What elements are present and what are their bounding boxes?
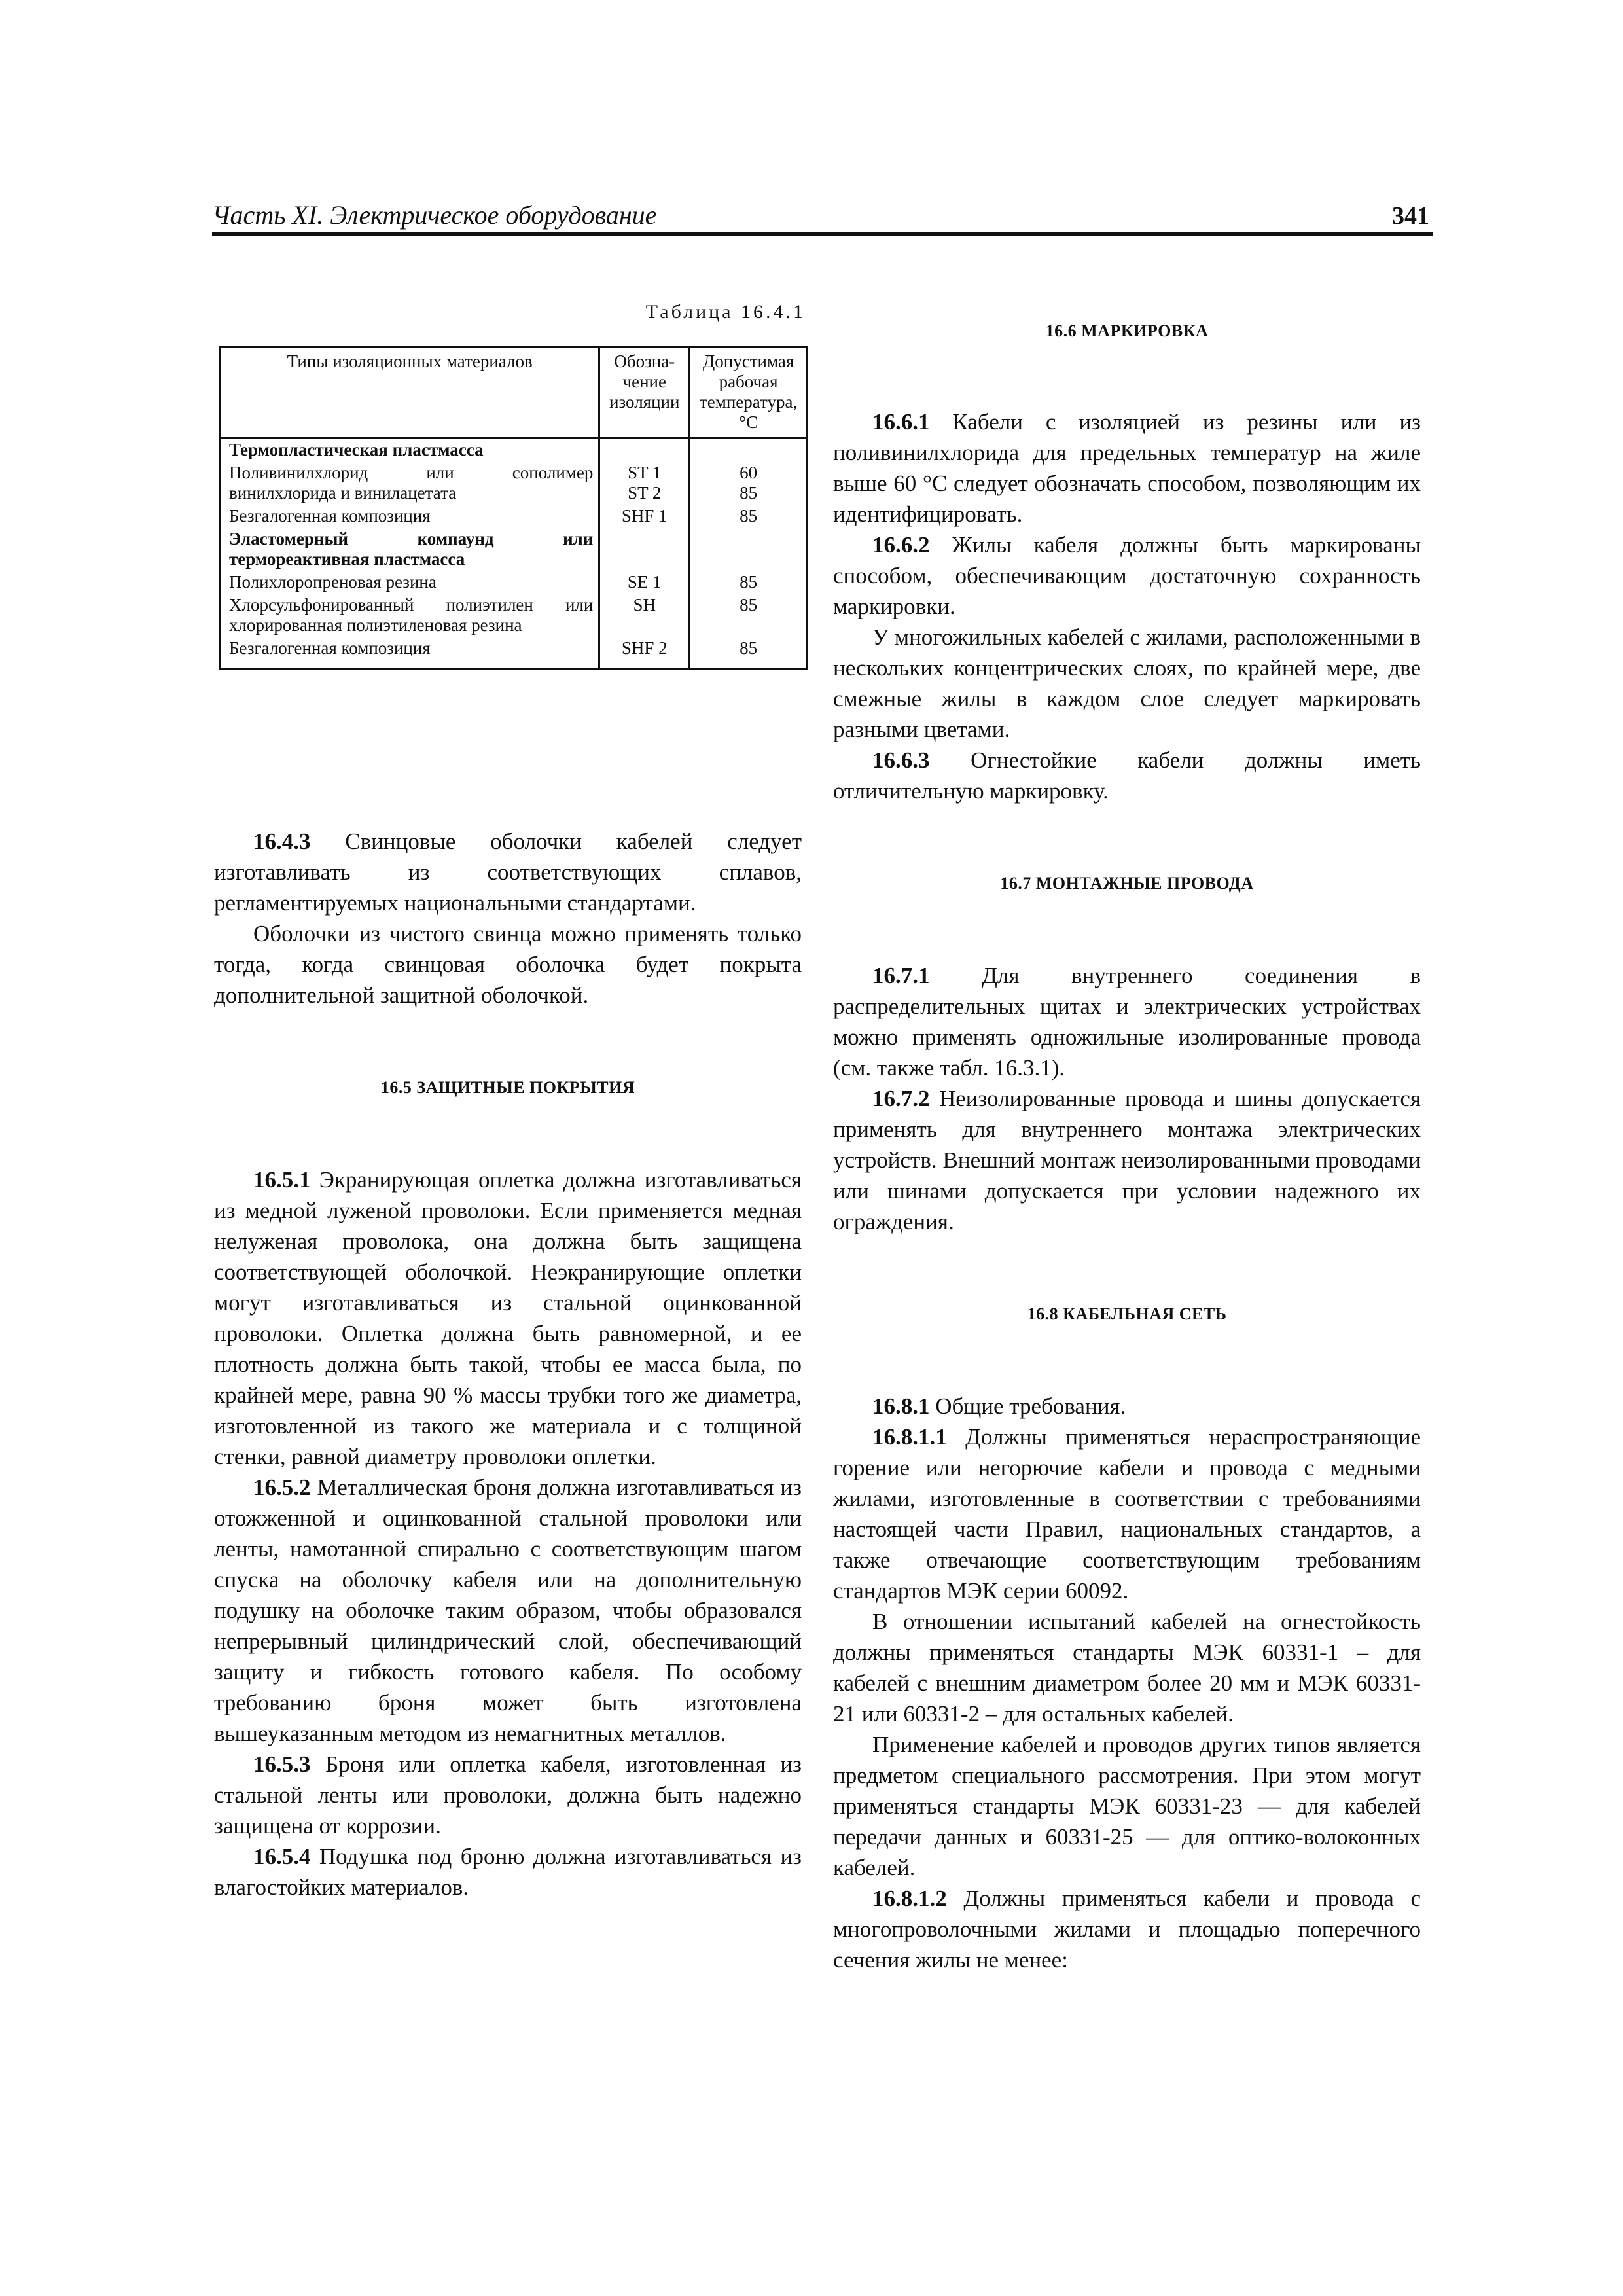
code-cell: SHF 2 xyxy=(599,637,690,669)
table-row xyxy=(221,461,808,505)
paragraph-16-5-4: 16.5.4 Подушка под броню должна изготавливаться из влагостойких материалов. xyxy=(214,1844,802,1900)
table-caption: Таблица 16.4.1 xyxy=(645,301,806,323)
material-cell: Эластомерный компаунд или термореактивная пластмасса xyxy=(221,528,599,571)
running-title: Часть XI. Электрическое оборудование xyxy=(212,200,657,230)
paragraph-16-6-2b: У многожильных кабелей с жилами, расположенными в нескольких концентрических слоях, по крайней мере, две смежные жилы в каждом слое следует маркировать разными цветами. xyxy=(833,624,1421,742)
paragraph-16-5-1: 16.5.1 Экранирующая оплетка должна изготавливаться из медной луженой проволоки. Если применяется медная нелуженая проволока, она должна быть защищена соответствующей оболочкой. Неэкранирующие оплетки могут изготавливаться из стальной оцинкованной проволоки. Оплетка должна быть равномерной, и ее плотность должна быть такой, чтобы ее масса была, по крайней мере, равна 90 % массы трубки того же диаметра, изготовленной из такого же материала и с толщиной стенки, равной диаметру проволоки оплетки. xyxy=(214,1167,802,1469)
insulation-table xyxy=(219,346,808,670)
table-row xyxy=(221,637,808,669)
code-cell xyxy=(599,528,690,571)
paragraph-16-8-1-2: 16.8.1.2 Должны применяться кабели и провода с многопроволочными жилами и площадью поперечного сечения жилы не менее: xyxy=(833,1886,1421,1973)
material-cell: Термопластическая пластмасса xyxy=(221,438,599,462)
temperature-cell: 85 xyxy=(690,594,808,637)
code-cell xyxy=(599,438,690,462)
header-rule xyxy=(212,232,1433,236)
paragraph-16-4-3b: Оболочки из чистого свинца можно применять только тогда, когда свинцовая оболочка будет покрыта дополнительной защитной оболочкой. xyxy=(214,921,802,1008)
temperature-cell: 60 85 xyxy=(690,461,808,505)
right-column xyxy=(833,315,1421,1975)
table-row xyxy=(221,594,808,637)
table-row xyxy=(221,528,808,571)
temperature-cell: 85 xyxy=(690,571,808,594)
material-cell: Поливинилхлорид или сополимер винилхлорида и винилацетата xyxy=(221,461,599,505)
header-temp: Допустимая рабочая температура, °С xyxy=(690,347,808,438)
material-cell: Безгалогенная композиция xyxy=(221,637,599,669)
paragraph-16-6-1: 16.6.1 Кабели с изоляцией из резины или из поливинилхлорида для предельных температур на жиле выше 60 °С следует обозначать способом, позволяющим их идентифицировать. xyxy=(833,409,1421,527)
code-cell: SE 1 xyxy=(599,571,690,594)
paragraph-16-4-3: 16.4.3 Свинцовые оболочки кабелей следует изготавливать из соответствующих сплавов, регламентируемых национальными стандартами. xyxy=(214,829,802,916)
table-row xyxy=(221,571,808,594)
paragraph-16-6-3: 16.6.3 Огнестойкие кабели должны иметь отличительную маркировку. xyxy=(833,747,1421,804)
paragraph-16-8-1-1: 16.8.1.1 Должны применяться нераспространяющие горение или негорючие кабели и провода с медными жилами, изготовленные в соответствии с требованиями настоящей части Правил, национальных стандартов, а также отвечающие соответствующим требованиям стандартов МЭК серии 60092. xyxy=(833,1424,1421,1604)
temperature-cell: 85 xyxy=(690,637,808,669)
header-types: Типы изоляционных материалов xyxy=(221,347,599,438)
header-code: Обозна-чение изоляции xyxy=(599,347,690,438)
material-cell: Хлорсульфонированный полиэтилен или хлорированная полиэтиленовая резина xyxy=(221,594,599,637)
paragraph-16-8-1-1b: В отношении испытаний кабелей на огнестойкость должны применяться стандарты МЭК 60331-1 – для кабелей с внешним диаметром более 20 мм и МЭК 60331-21 или 60331-2 – для остальных кабелей. xyxy=(833,1609,1421,1727)
temperature-cell xyxy=(690,438,808,462)
code-cell: SH xyxy=(599,594,690,637)
paragraph-16-5-2: 16.5.2 Металлическая броня должна изготавливаться из отожженной и оцинкованной стальной проволоки или ленты, намотанной спирально с соответствующим шагом спуска на оболочку кабеля или на дополнительную подушку на оболочке таким образом, чтобы образовался непрерывный цилиндрический слой, обеспечивающий защиту и гибкость готового кабеля. По особому требованию броня может быть изготовлена вышеуказанным методом из немагнитных металлов. xyxy=(214,1475,802,1746)
table-row xyxy=(221,438,808,462)
page-header xyxy=(212,196,1433,236)
page-number: 341 xyxy=(1392,202,1429,230)
heading-16-6: 16.6 МАРКИРОВКА xyxy=(1045,321,1209,340)
paragraph-16-8-1-1c: Применение кабелей и проводов других типов является предметом специального рассмотрения. При этом могут применяться стандарты МЭК 60331-23 — для кабелей передачи данных и 60331-25 — для оптико-волоконных кабелей. xyxy=(833,1732,1421,1880)
paragraph-16-6-2: 16.6.2 Жилы кабеля должны быть маркированы способом, обеспечивающим достаточную сохранность маркировки. xyxy=(833,532,1421,619)
temperature-cell xyxy=(690,528,808,571)
material-cell: Безгалогенная композиция xyxy=(221,505,599,528)
paragraph-16-7-1: 16.7.1 Для внутреннего соединения в распределительных щитах и электрических устройствах можно применять одножильные изолированные провода (см. также табл. 16.3.1). xyxy=(833,963,1421,1081)
paragraph-16-5-3: 16.5.3 Броня или оплетка кабеля, изготовленная из стальной ленты или проволоки, должна быть надежно защищена от коррозии. xyxy=(214,1751,802,1839)
paragraph-16-7-2: 16.7.2 Неизолированные провода и шины допускается применять для внутреннего монтажа электрических устройств. Внешний монтаж неизолированными проводами или шинами допускается при условии надежного их ограждения. xyxy=(833,1086,1421,1234)
heading-16-5: 16.5 ЗАЩИТНЫЕ ПОКРЫТИЯ xyxy=(380,1078,635,1097)
left-column xyxy=(214,826,802,1903)
heading-16-7: 16.7 МОНТАЖНЫЕ ПРОВОДА xyxy=(1000,874,1254,893)
temperature-cell: 85 xyxy=(690,505,808,528)
material-cell: Полихлоропреновая резина xyxy=(221,571,599,594)
heading-16-8: 16.8 КАБЕЛЬНАЯ СЕТЬ xyxy=(1027,1304,1227,1323)
code-cell: SHF 1 xyxy=(599,505,690,528)
table-row xyxy=(221,505,808,528)
paragraph-16-8-1: 16.8.1 Общие требования. xyxy=(872,1393,1126,1419)
code-cell: ST 1 ST 2 xyxy=(599,461,690,505)
